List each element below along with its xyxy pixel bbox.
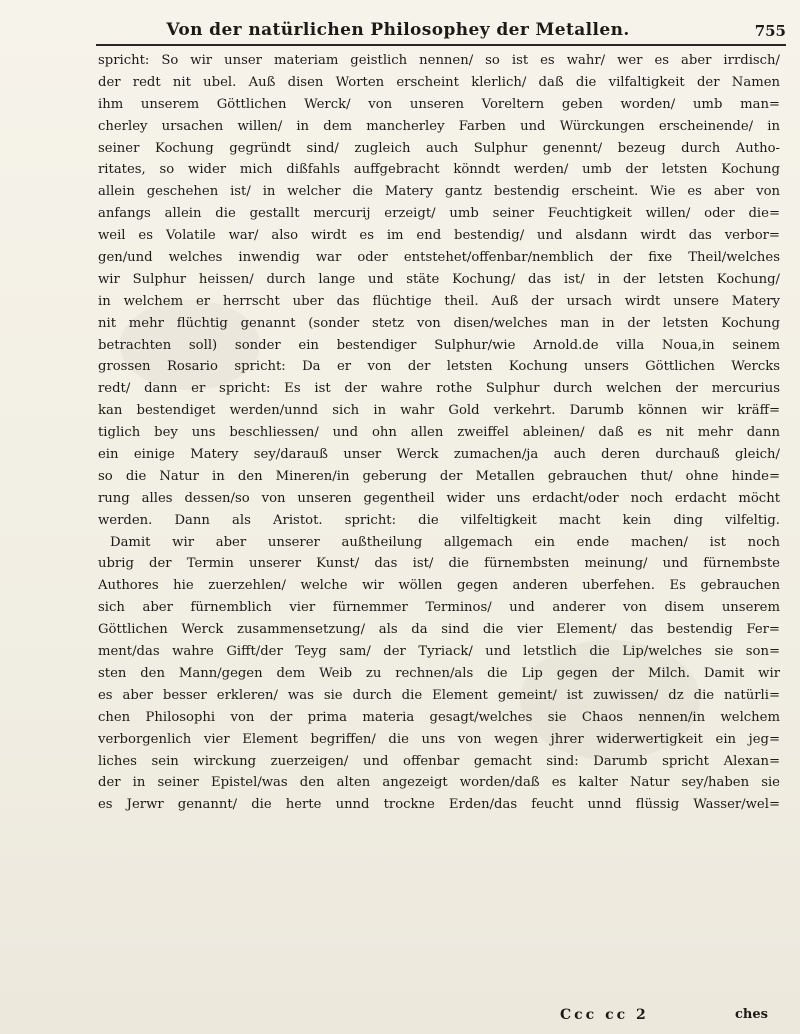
text-line: tiglich bey uns beschliessen/ und ohn allen zweiffel ableinen/ daß es nit mehr dann bbox=[98, 425, 780, 441]
page-header bbox=[96, 18, 786, 46]
text-line: cherley ursachen willen/ in dem mancherley Farben und Würckungen erscheinende/ in bbox=[98, 118, 780, 134]
text-line: verborgenlich vier Element begriffen/ die uns von wegen jhrer widerwertigkeit ein jeg= bbox=[98, 731, 780, 747]
text-line: seiner Kochung gegründt sind/ zugleich auch Sulphur genennt/ bezeug durch Autho- bbox=[98, 140, 780, 156]
text-line: ment/das wahre Gifft/der Teyg sam/ der Tyriack/ und letstlich die Lip/welches sie son= bbox=[98, 644, 780, 660]
text-line: grossen Rosario spricht: Da er von der letsten Kochung unsers Göttlichen Wercks bbox=[98, 359, 780, 375]
text-line: wir Sulphur heissen/ durch lange und stäte Kochung/ das ist/ in der letsten Kochung/ bbox=[98, 271, 780, 287]
text-line: in welchem er herrscht uber das flüchtige theil. Auß der ursach wirdt unsere Matery bbox=[98, 293, 780, 309]
text-line: sich aber fürnemblich vier fürnemmer Terminos/ und anderer von disem unserem bbox=[98, 600, 780, 616]
text-line: werden. Dann als Aristot. spricht: die vilfeltigkeit macht kein ding vilfeltig. bbox=[98, 512, 780, 528]
text-line: es aber besser erkleren/ was sie durch die Element gemeint/ ist zuwissen/ dz die natürli= bbox=[98, 687, 780, 703]
text-line: chen Philosophi von der prima materia gesagt/welches sie Chaos nennen/in welchem bbox=[98, 709, 780, 725]
text-line: sten den Mann/gegen dem Weib zu rechnen/als die Lip gegen der Milch. Damit wir bbox=[98, 665, 780, 681]
text-line: Authores hie zuerzehlen/ welche wir wöllen gegen anderen uberfehen. Es gebrauchen bbox=[98, 578, 780, 594]
text-line: redt/ dann er spricht: Es ist der wahre rothe Sulphur durch welchen der mercurius bbox=[98, 381, 780, 397]
text-line: der redt nit ubel. Auß disen Worten erscheint klerlich/ daß die vilfaltigkeit der Namen bbox=[98, 74, 780, 90]
signature-mark: Ccc cc 2 bbox=[560, 1007, 649, 1023]
text-line: allein geschehen ist/ in welcher die Matery gantz bestendig erscheint. Wie es aber von bbox=[98, 184, 780, 200]
text-line: der in seiner Epistel/was den alten angezeigt worden/daß es kalter Natur sey/haben sie bbox=[98, 775, 780, 791]
text-line: rung alles dessen/so von unseren gegentheil wider uns erdacht/oder noch erdacht möcht bbox=[98, 490, 780, 506]
text-line: anfangs allein die gestallt mercurij erzeigt/ umb seiner Feuchtigkeit willen/ oder die= bbox=[98, 206, 780, 222]
text-line: Göttlichen Werck zusammensetzung/ als da sind die vier Element/ das bestendig Fer= bbox=[98, 622, 780, 638]
text-line: spricht: So wir unser materiam geistlich nennen/ so ist es wahr/ wer es aber irrdisch/ bbox=[98, 53, 780, 68]
text-line: ritates, so wider mich dißfahls auffgebracht könndt werden/ umb der letsten Kochung bbox=[98, 162, 780, 178]
page-number: 755 bbox=[754, 22, 786, 40]
text-line: ihm unserem Göttlichen Werck/ von unseren Voreltern geben worden/ umb man= bbox=[98, 96, 780, 112]
text-line: betrachten soll) sonder ein bestendiger Sulphur/wie Arnold.de villa Noua,in seinem bbox=[98, 337, 780, 353]
text-line: nit mehr flüchtig genannt (sonder stetz von disen/welches man in der letsten Kochung bbox=[98, 315, 780, 331]
text-line: weil es Volatile war/ also wirdt es im end bestendig/ und alsdann wirdt das verbor= bbox=[98, 228, 780, 244]
catchword: ches bbox=[735, 1007, 768, 1022]
body-text bbox=[98, 50, 780, 816]
text-line: ubrig der Termin unserer Kunst/ das ist/ die fürnembsten meinung/ und fürnembste bbox=[98, 556, 780, 572]
running-title: Von der natürlichen Philosophey der Metallen. bbox=[166, 20, 630, 40]
text-line: es Jerwr genannt/ die herte unnd trockne Erden/das feucht unnd flüssig Wasser/wel= bbox=[98, 797, 780, 813]
text-line: ein einige Matery sey/darauß unser Werck zumachen/ja auch deren durchauß gleich/ bbox=[98, 447, 780, 463]
text-line: Damit wir aber unserer außtheilung allgemach ein ende machen/ ist noch bbox=[110, 534, 780, 550]
text-line: gen/und welches inwendig war oder entstehet/offenbar/nemblich der fixe Theil/welches bbox=[98, 250, 780, 266]
text-line: so die Natur in den Mineren/in geberung der Metallen gebrauchen thut/ ohne hinde= bbox=[98, 468, 780, 484]
text-line: kan bestendiget werden/unnd sich in wahr Gold verkehrt. Darumb können wir kräff= bbox=[98, 403, 780, 419]
text-line: liches sein wirckung zuerzeigen/ und offenbar gemacht sind: Darumb spricht Alexan= bbox=[98, 753, 780, 769]
